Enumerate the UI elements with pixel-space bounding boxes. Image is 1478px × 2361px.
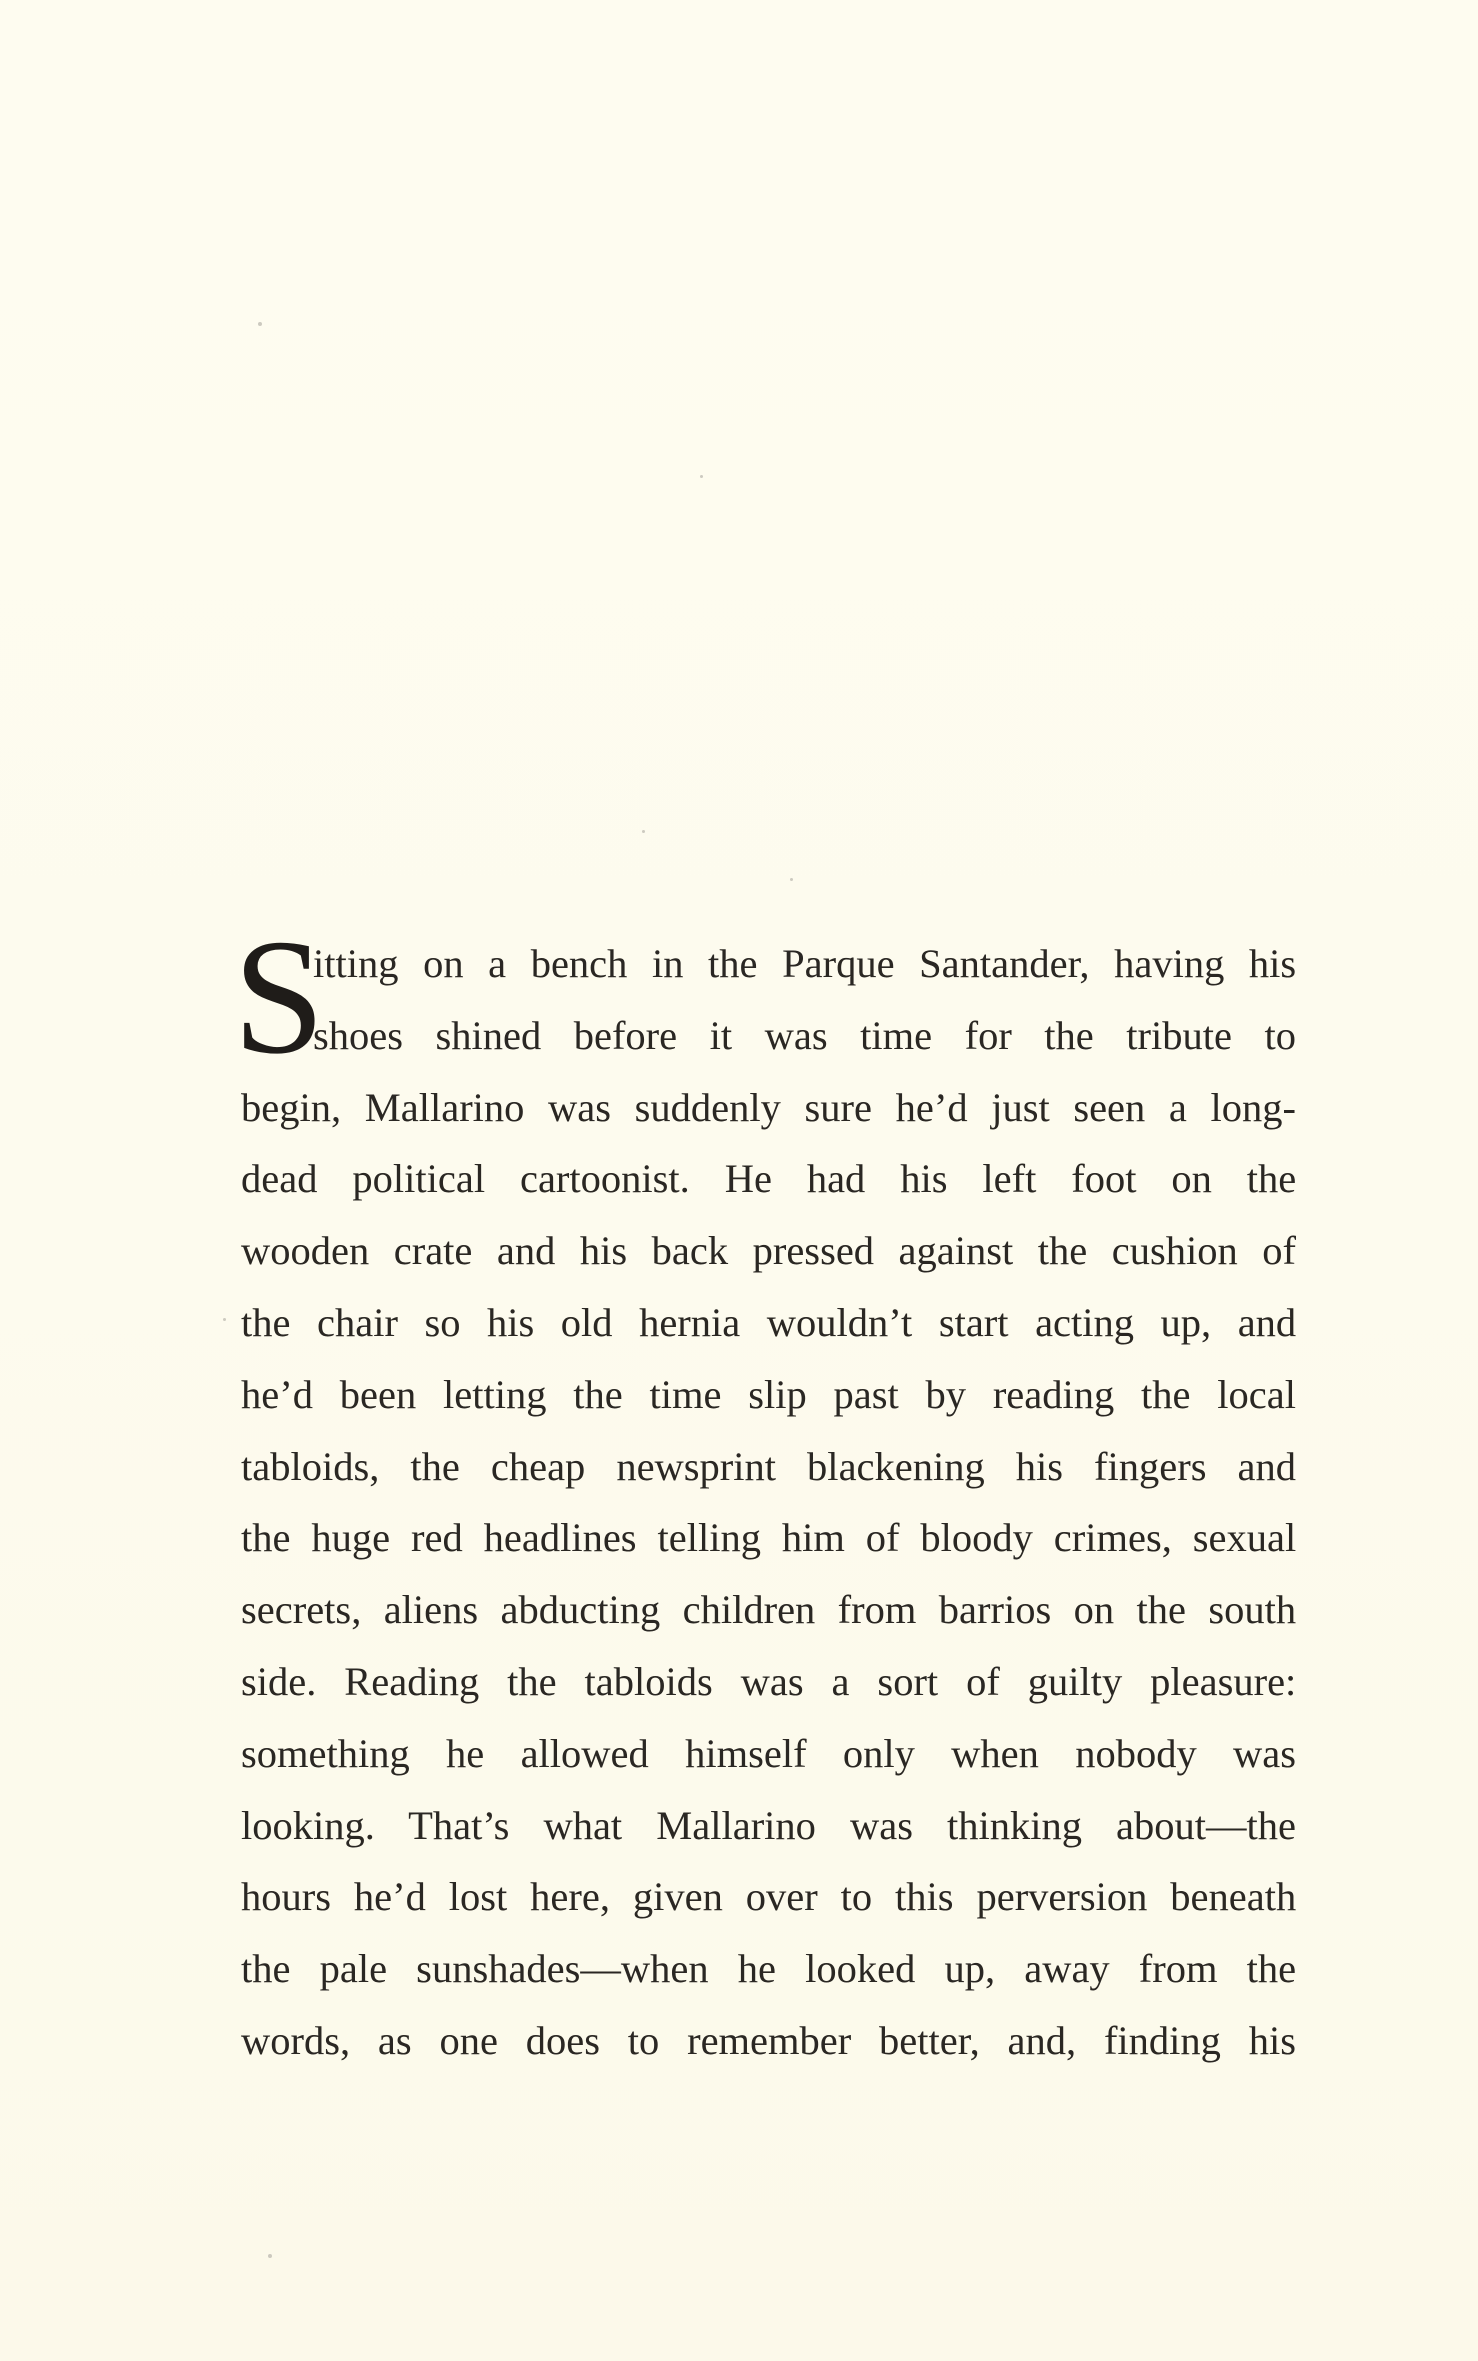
- paper-speck: [258, 322, 262, 326]
- paper-speck: [790, 878, 793, 881]
- text-line: tabloids, the cheap newsprint blackening his fingers and: [241, 1443, 1296, 1489]
- text-line: the chair so his old hernia wouldn’t start acting up, and: [241, 1299, 1297, 1345]
- text-line: shoes shined before it was time for the tribute to: [313, 1012, 1296, 1058]
- paper-speck: [642, 830, 645, 833]
- paper-speck: [223, 1318, 226, 1321]
- text-line: itting on a bench in the Parque Santander, having his: [313, 941, 1297, 986]
- drop-cap: S: [233, 905, 325, 1088]
- text-line: side. Reading the tabloids was a sort of guilty pleasure:: [241, 1658, 1297, 1704]
- text-line: begin, Mallarino was suddenly sure he’d just seen a long-: [241, 1084, 1296, 1130]
- text-line: hours he’d lost here, given over to this perversion beneath: [241, 1874, 1297, 1920]
- paper-speck: [700, 475, 703, 478]
- body-paragraph: [233, 905, 1297, 2077]
- text-line: he’d been letting the time slip past by reading the local: [241, 1371, 1296, 1417]
- text-line: wooden crate and his back pressed against the cushion of: [241, 1228, 1296, 1274]
- text-line: the huge red headlines telling him of bloody crimes, sexual: [241, 1515, 1297, 1561]
- text-line: secrets, aliens abducting children from barrios on the south: [241, 1587, 1297, 1633]
- text-line: dead political cartoonist. He had his left foot on the: [241, 1156, 1297, 1202]
- text-line: looking. That’s what Mallarino was thinking about—the: [241, 1802, 1296, 1848]
- text-line: something he allowed himself only when nobody was: [241, 1730, 1296, 1776]
- text-line: the pale sunshades—when he looked up, away from the: [241, 1946, 1297, 1992]
- text-line: words, as one does to remember better, and, finding his: [241, 2017, 1296, 2063]
- paper-speck: [268, 2254, 272, 2258]
